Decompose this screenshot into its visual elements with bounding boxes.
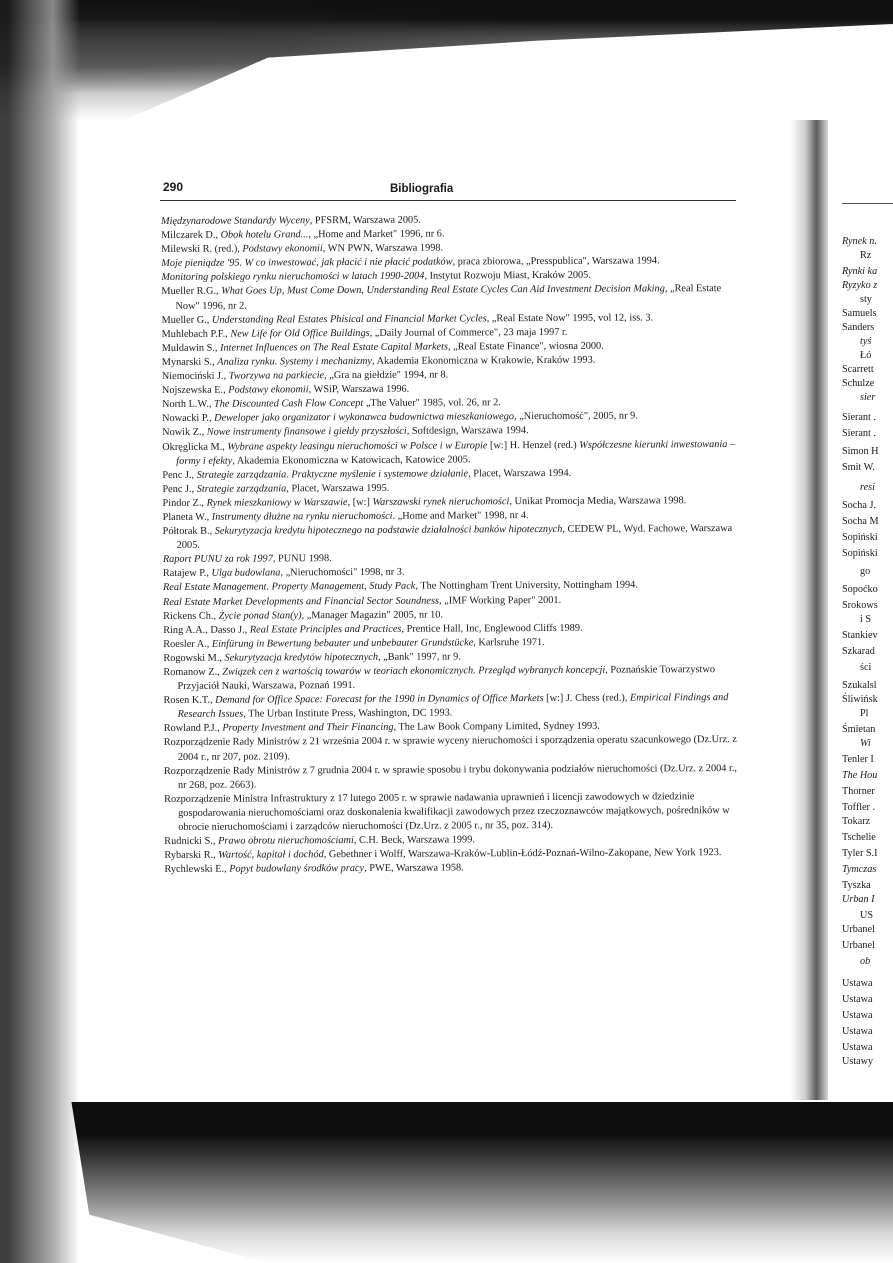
scan-shadow-top [0,0,893,120]
entry-text: Okręglicka M., [162,441,228,453]
facing-page-line: Schulze [842,378,875,389]
bibliography-list [161,212,739,877]
scan-shadow-bottom [0,1102,893,1263]
facing-page-line: Szkarad [842,646,875,657]
entry-text: , PUNU 1998. [272,553,332,565]
facing-page-line: Sopiński [842,532,878,543]
facing-page-line: The Hou [842,770,878,781]
entry-text: , „Daily Journal of Commerce", 23 maja 1997 r. [369,326,568,339]
facing-page-line: Szukalsl [842,680,877,691]
entry-title: Sekurytyzacja kredytu hipotecznego na podstawie działalności banków hipotecznych [214,523,563,537]
entry-title: What Goes Up, Must Come Down, Understanding Real Estate Cycles Can Aid Investment Decision Making [221,283,665,298]
book-gutter-shadow [790,120,828,1100]
facing-page-line: Tschelie [842,832,876,843]
entry-text: , The Law Book Company Limited, Sydney 1993. [393,721,600,734]
entry-text: Penc J., [162,483,197,495]
bibliography-entry [162,494,737,511]
entry-text: , praca zbiorowa, „Presspublica", Warszawa 1994. [452,255,660,268]
facing-page-line: Ustawa [842,1010,873,1021]
bibliography-entry [164,860,739,877]
entry-text: Romanow Z., [163,666,223,678]
entry-text: Nowik Z., [162,427,207,439]
entry-title: Demand for Office Space: Forecast for the 1990 in Dynamics of Office Markets [215,693,544,706]
entry-title: Wybrane aspekty leasingu nieruchomości w Polsce i w Europie [227,439,488,453]
entry-title: Strategie zarządzania. Praktyczne myślenie i systemowe działanie [196,468,469,481]
facing-page-line: Ustawa [842,1042,873,1053]
facing-page-line: Urbanel [842,940,875,951]
entry-title: Monitoring polskiego rynku nieruchomości w latach 1990-2004 [161,270,425,284]
facing-page-line: ob [860,956,871,967]
running-head: Bibliografia [390,183,454,195]
facing-page-line: Śliwińsk [842,694,878,705]
entry-text: , Poznańskie Towarzystwo Przyjaciół Nauki, Warszawa, Poznań 1991. [177,664,716,693]
facing-page-line: Rynki ka [842,266,878,277]
entry-text: , „Nieruchomości" 1998, nr 3. [280,567,405,579]
bibliography-entry [164,790,739,835]
facing-page-line: Łó [860,350,872,361]
entry-title: Deweloper jako organizator i wykonawca budownictwa mieszkaniowego [214,411,515,425]
facing-page-fragment [842,200,893,1100]
header-rule [160,200,736,201]
facing-page-line: Ustawy [842,1056,874,1067]
entry-text: , Instytut Rozwoju Miast, Kraków 2005. [424,270,591,282]
entry-text: Rickens Ch., [163,610,219,622]
facing-page-line: go [860,566,871,577]
entry-text: Mueller G., [161,314,212,326]
facing-page-line: Sierant . [842,412,876,423]
entry-text: [w:] H. Henzel (red.) [487,439,580,451]
facing-page-line: ści [860,662,872,673]
entry-text: , C.H. Beck, Warszawa 1999. [353,834,475,847]
facing-page-line: US [860,910,874,921]
entry-title: Związek cen z wartością towarów w teoriach ekonomicznych. Przegląd wybranych koncepcji [222,664,606,678]
bibliography-entry [163,522,738,553]
bibliography-entry [162,311,737,328]
entry-title: The Discounted Cash Flow Concept [213,398,364,410]
facing-page-line: Śmietan [842,724,876,735]
entry-text: , „Real Estate Now" 1995, vol 12, iss. 3. [486,312,654,324]
entry-text: Nowacki P., [162,413,215,425]
entry-text: Ratajew P., [162,568,212,580]
entry-title: Analiza rynku. Systemy i mechanizmy [217,355,373,368]
entry-text: North L.W., [161,398,214,411]
facing-page-line: resi [860,482,875,493]
entry-text: , Unikat Promocja Media, Warszawa 1998. [509,495,687,508]
entry-text: Mueller R.G., [161,286,222,298]
entry-text: Penc J., [162,469,197,481]
facing-page-line: Wi [860,738,871,749]
entry-text: , Placet, Warszawa 1995. [286,482,390,495]
facing-page-line: Pl [860,708,869,719]
entry-title: Ulga budowlana [211,567,281,580]
entry-title: Moje pieniądze '95. W co inwestować, jak płacić i nie płacić podatków [161,256,453,270]
entry-text: „The Valuer" 1985, vol. 26, nr 2. [363,397,501,410]
bibliography-entry [164,762,739,793]
facing-page-line: Ustawa [842,994,873,1005]
entry-text: , Placet, Warszawa 1994. [468,467,572,480]
facing-page-line: Rynek n. [842,236,877,247]
entry-text: Rowland P.J., [163,723,223,735]
entry-text: Rosen K.T., [163,694,216,707]
entry-title: Międzynarodowe Standardy Wyceny [161,215,310,227]
facing-page-line: Ustawa [842,1026,873,1037]
facing-page-line: Tymczas [842,864,877,875]
page-number: 290 [163,180,184,194]
entry-text: , [w:] [347,496,373,508]
entry-text: , „Real Estate Finance", wiosna 2000. [447,340,604,353]
facing-page-line: Socha M [842,516,879,527]
entry-text: , WN PWN, Warszawa 1998. [322,242,444,255]
entry-title: New Life for Old Office Buildings [230,327,370,340]
facing-page-line: Samuels [842,308,877,319]
entry-text: Rudnicki S., [164,835,219,848]
entry-text: Muldawin S., [161,342,221,354]
facing-page-line: Sanders [842,322,875,333]
facing-page-line: Smit W. [842,462,875,473]
entry-text: , Softdesign, Warszawa 1994. [406,425,529,438]
facing-page-line: Tokarz [842,816,871,827]
facing-page-line: Socha J. [842,500,876,511]
facing-page-line: Ryzyko z [842,280,878,291]
entry-text: Rozporządzenie Rady Ministrów z 7 grudnia 2004 r. w sprawie sposobu i trybu dokonywania podziałów nieruchomości (Dz.Urz. z 2004 r., nr 268, poz. 2663). [163,762,738,791]
entry-title: Empirical Findings and Research Issues [177,692,729,721]
entry-title: Understanding Real Estates Phisical and Financial Market Cycles [211,312,487,326]
facing-page-line: Urbanel [842,924,875,935]
entry-title: Warszawski rynek nieruchomości [372,496,510,508]
facing-page-line: Tyler S.I [842,848,878,859]
bibliography-entry [164,691,739,722]
facing-page-line: Toffler . [842,802,876,813]
scan-shadow-left [0,0,80,1263]
entry-text: Mynarski S., [161,356,218,368]
entry-title: Sekurytyzacja kredytów hipotecznych [224,651,379,664]
facing-page-line: Scarrett [842,364,874,375]
entry-text: [w:] J. Chess (red.), [543,692,631,705]
entry-title: Podstawy ekonomii [242,243,323,255]
entry-text: , „Bank" 1997, nr 9. [377,651,461,663]
entry-text: , PFSRM, Warszawa 2005. [309,214,421,227]
entry-text: , The Urban Institute Press, Washington, DC 1993. [243,707,453,720]
entry-title: Podstawy ekonomii [228,384,309,396]
entry-title: Tworzywa na parkiecie [228,370,325,382]
bibliography-entry [163,663,738,694]
facing-page-line: Sierant . [842,428,876,439]
facing-page-line: sty [860,294,872,305]
entry-text: , Akademia Ekonomiczna w Krakowie, Kraków 1993. [371,354,596,367]
entry-text: , PWE, Warszawa 1958. [364,862,464,875]
bibliography-entry [162,437,737,468]
facing-page-line: Sopiński [842,548,878,559]
entry-text: Milewski R. (red.), [161,243,243,256]
facing-page-line: Tenler I [842,754,874,765]
entry-text: Niemociński J., [161,370,229,383]
entry-text: , „Manager Magazin" 2005, nr 10. [301,609,444,621]
entry-text: Ring A.A., Dasso J., [163,624,250,636]
entry-text: , „Real Estate Now" 1996, nr 2. [175,283,722,312]
entry-text: Planeta W., [162,511,212,523]
entry-title: Strategie zarządzania [196,483,287,495]
entry-title: Popyt budowlany środków pracy [229,863,365,875]
facing-page-line: Urban I [842,894,875,905]
entry-title: Internet Influences on The Real Estate Capital Markets [220,341,449,354]
facing-page-line: Rz [860,250,872,261]
entry-text: Roesler A., [163,638,212,650]
bibliography-entry [164,733,739,764]
entry-title: Prawo obrotu nieruchomościami [218,835,354,847]
entry-title: Życie ponad Stan(y) [218,609,302,622]
entry-text: , „Gra na giełdzie" 1994, nr 8. [324,369,449,382]
entry-text: , The Nottingham Trent University, Nottingham 1994. [415,579,638,593]
entry-text: . „Home and Market" 1998, nr 4. [392,510,529,522]
entry-title: Real Estate Principles and Practices [249,623,402,636]
entry-text: , Karlsruhe 1971. [473,636,545,649]
entry-text: Półtorak B., [162,525,215,538]
entry-text: , „IMF Working Paper" 2001. [438,594,562,607]
entry-title: Współczesne kierunki inwestowania – formy i efekty [176,438,736,467]
facing-page-header-rule [842,203,893,204]
facing-page-line: Tyszka [842,880,871,891]
facing-page-line: Sopoćko [842,584,878,595]
facing-page-line: tyś [860,336,872,347]
bibliography-entry [161,282,736,313]
entry-title: Property Investment and Their Financing [222,722,394,735]
entry-title: Real Estate Market Developments and Financial Sector Soundness [162,595,440,608]
entry-text: Rozporządzenie Ministra Infrastruktury z 17 lutego 2005 r. w sprawie nadawania uprawnień i licencji zawodowych w dziedzinie gospodarowania nieruchomościami oraz doskonalenia kwalifikacji zawodowych przez rzeczoznawców majątkowych, pośredników w obrocie nieruchomościami i zarządców nieruchomości (Dz.Urz. z 2005 r., nr 35, poz. 314). [164,791,730,833]
entry-title: Wartość, kapitał i dochód [218,849,324,861]
entry-text: Rybarski R., [164,849,219,862]
entry-text: , Prentice Hall, Inc, Englewood Cliffs 1989. [401,622,583,635]
entry-title: Einfürung in Bewertung bebauter und unbebauter Grundstücke [211,637,474,650]
entry-text: Milczarek D., [161,229,221,242]
entry-text: Rogowski M., [163,652,225,664]
entry-title: Raport PUNU za rok 1997 [162,553,273,566]
entry-text: Rychlewski E., [164,863,230,876]
entry-text: , „Nieruchomość", 2005, nr 9. [514,410,638,423]
entry-text: , Akademia Ekonomiczna w Katowicach, Katowice 2005. [232,453,471,467]
entry-text: , WSiP, Warszawa 1996. [308,383,410,396]
entry-title: Instrumenty dłużne na rynku nieruchomości [211,510,393,523]
entry-title: Real Estate Management. Property Management, Study Pack [162,581,416,594]
facing-page-line: Simon H [842,446,879,457]
facing-page-line: Stankiev [842,630,878,641]
entry-text: Rozporządzenie Rady Ministrów z 21 września 2004 r. w sprawie wyceny nieruchomości i sporządzenia operatu szacunkowego (Dz.Urz. z 2004 r., nr 207, poz. 2109). [163,734,737,763]
entry-text: , „Home and Market" 1996, nr 6. [308,228,445,241]
facing-page-line: Thorner [842,786,875,797]
facing-page-line: Srokows [842,600,878,611]
entry-text: , Gebethner i Wolff, Warszawa-Kraków-Lublin-Łódź-Poznań-Wilno-Zakopane, New York 1923. [323,847,722,861]
facing-page-line: Ustawa [842,978,873,989]
entry-title: Obok hotelu Grand... [220,229,309,241]
entry-text: Pindor Z., [162,497,207,509]
entry-text: Muhlebach P.F., [161,328,231,340]
facing-page-line: i S [860,614,872,625]
entry-text: Nojszewska E., [161,384,229,397]
facing-page-line: sier [860,392,876,403]
entry-title: Rynek mieszkaniowy w Warszawie [206,496,348,509]
entry-title: Nowe instrumenty finansowe i giełdy przyszłości [206,426,407,439]
entry-text: , CEDEW PL, Wyd. Fachowe, Warszawa 2005. [176,523,733,552]
